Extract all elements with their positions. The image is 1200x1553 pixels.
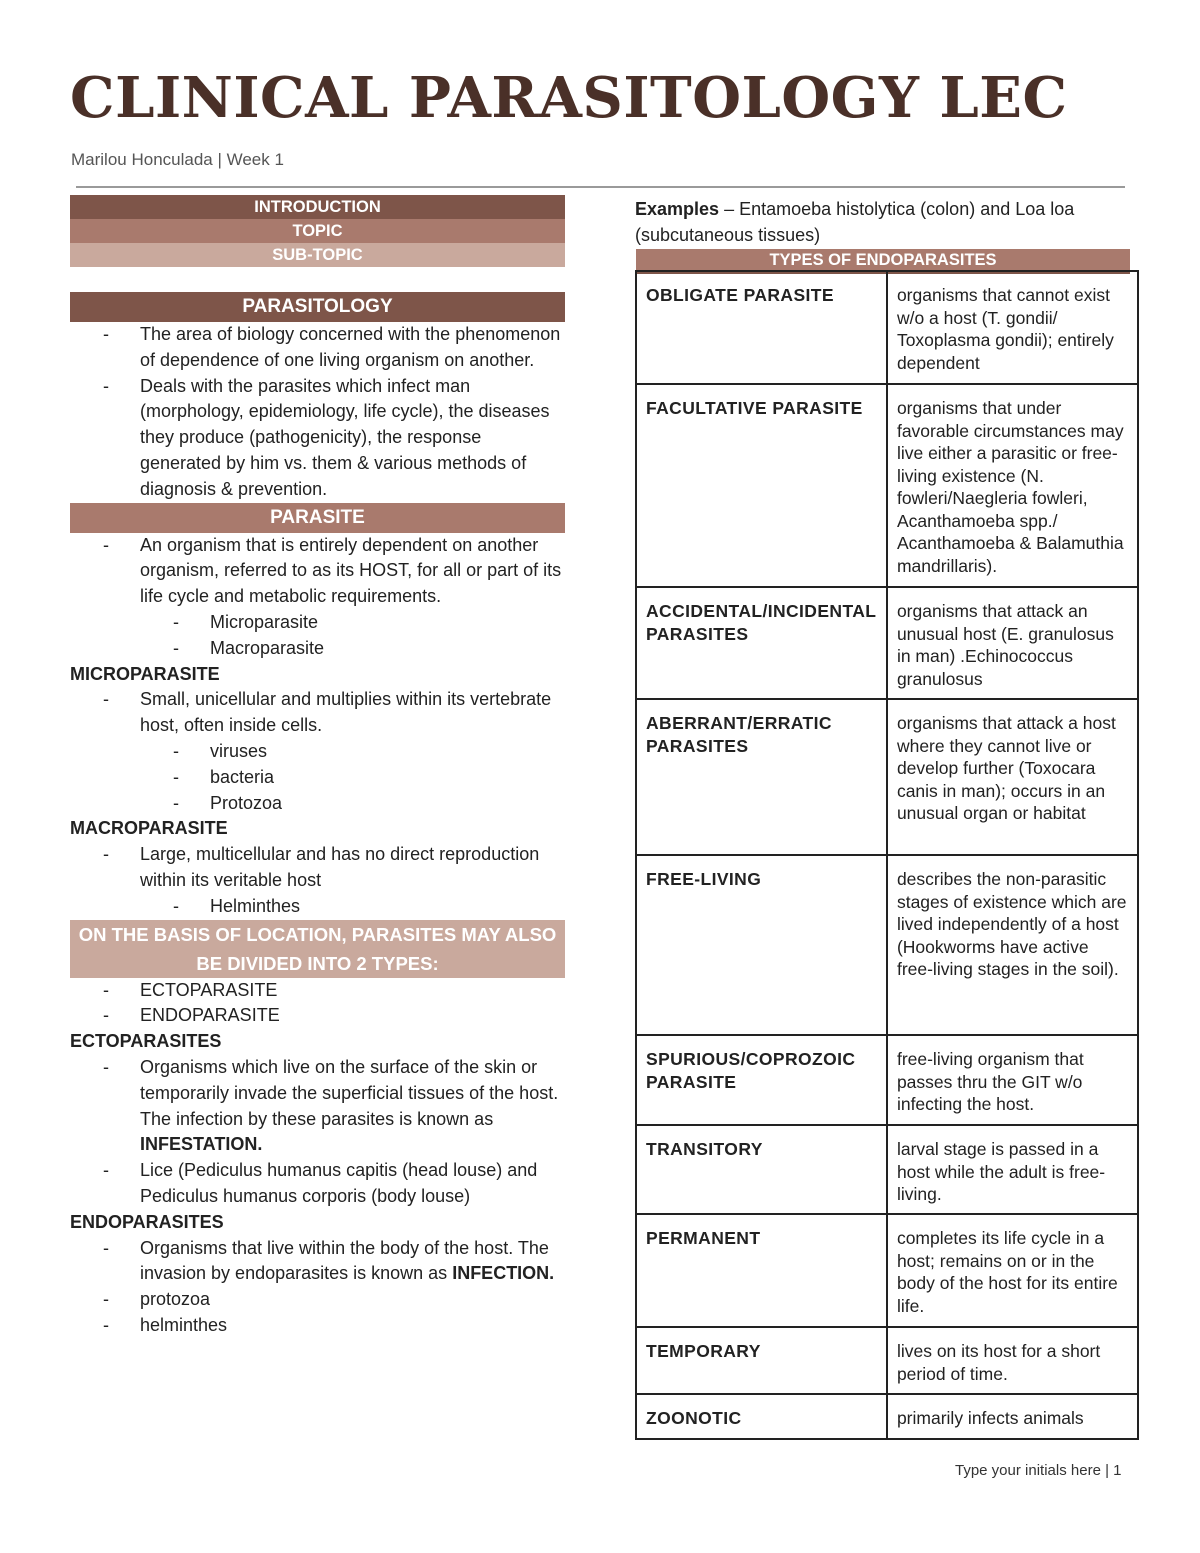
- endoparasite-types-table: [635, 270, 1139, 1440]
- macroparasite-list: [70, 842, 565, 919]
- examples-text: – Entamoeba histolytica (colon) and Loa loa (subcutaneous tissues): [635, 199, 1075, 245]
- table-cell-description: completes its life cycle in a host; remains on or in the body of the host for its entire life.: [887, 1214, 1138, 1327]
- list-item: - An organism that is entirely dependent on another organism, referred to as its HOST, for all or part of its life cycle and metabolic requirements.: [70, 533, 565, 610]
- table-cell-term: FACULTATIVE PARASITE: [636, 384, 887, 587]
- table-cell-description: organisms that attack a host where they cannot live or develop further (Toxocara canis in man); occurs in an unusual organ or habitat: [887, 699, 1138, 855]
- table-row: [636, 1125, 1138, 1214]
- sub-list-item: - bacteria: [70, 765, 565, 791]
- subheading-macroparasite: MACROPARASITE: [70, 818, 228, 839]
- table-cell-term: OBLIGATE PARASITE: [636, 271, 887, 384]
- parasitology-list: [70, 322, 565, 503]
- sub-list-item: - Helminthes: [70, 894, 565, 920]
- table-cell-term: PERMANENT: [636, 1214, 887, 1327]
- header-divider: [76, 186, 1125, 188]
- table-row: [636, 1394, 1138, 1439]
- types-table-heading: TYPES OF ENDOPARASITES: [636, 249, 1130, 274]
- endoparasite-definition: Organisms that live within the body of the host. The invasion by endoparasites is known as: [140, 1237, 549, 1284]
- sub-list-item: - Macroparasite: [70, 636, 565, 662]
- list-item: [70, 1055, 565, 1158]
- table-cell-description: lives on its host for a short period of time.: [887, 1327, 1138, 1394]
- table-cell-term: TRANSITORY: [636, 1125, 887, 1214]
- section-heading-location: ON THE BASIS OF LOCATION, PARASITES MAY ALSO BE DIVIDED INTO 2 TYPES:: [70, 920, 565, 978]
- table-row: [636, 1214, 1138, 1327]
- ectoparasites-list: [70, 1055, 565, 1210]
- section-heading-parasitology: PARASITOLOGY: [70, 292, 565, 322]
- list-item: - Deals with the parasites which infect man (morphology, epidemiology, life cycle), the diseases they produce (pathogenicity), the response generated by him vs. them & various methods of diagnosis & prevention.: [70, 374, 565, 503]
- endoparasites-list: [70, 1236, 565, 1339]
- table-row: [636, 271, 1138, 384]
- list-item: - ECTOPARASITE: [70, 978, 565, 1004]
- table-row: [636, 384, 1138, 587]
- table-cell-term: FREE-LIVING: [636, 855, 887, 1035]
- legend-topic: TOPIC: [70, 219, 565, 243]
- list-item: [70, 1236, 565, 1288]
- table-cell-description: organisms that cannot exist w/o a host (T. gondii/ Toxoplasma gondii); entirely dependent: [887, 271, 1138, 384]
- table-row: [636, 1035, 1138, 1125]
- legend-sub-topic: SUB-TOPIC: [70, 243, 565, 267]
- subheading-microparasite: MICROPARASITE: [70, 663, 220, 684]
- page-footer: Type your initials here | 1: [955, 1462, 1122, 1479]
- table-cell-description: organisms that under favorable circumstances may live either a parasitic or free-living existence (N. fowleri/Naegleria fowleri, Acanthamoeba spp./ Acanthamoeba & Balamuthia mandrillaris).: [887, 384, 1138, 587]
- author-week-line: Marilou Honculada | Week 1: [71, 150, 284, 169]
- infestation-term: INFESTATION.: [140, 1134, 263, 1155]
- sub-list-item: - viruses: [70, 739, 565, 765]
- table-row: [636, 1327, 1138, 1394]
- sub-list-item: - Protozoa: [70, 791, 565, 817]
- table-cell-term: ABERRANT/ERRATIC PARASITES: [636, 699, 887, 855]
- table-cell-term: ZOONOTIC: [636, 1394, 887, 1439]
- microparasite-list: [70, 687, 565, 816]
- list-item: - helminthes: [70, 1313, 565, 1339]
- location-list: [70, 978, 565, 1030]
- examples-label: Examples: [635, 199, 720, 219]
- section-heading-parasite: PARASITE: [70, 503, 565, 533]
- table-cell-description: describes the non-parasitic stages of existence which are lived independently of a host (Hookworms have active free-living stages in the soil).: [887, 855, 1138, 1035]
- table-cell-term: ACCIDENTAL/INCIDENTAL PARASITES: [636, 587, 887, 699]
- list-item: - Lice (Pediculus humanus capitis (head louse) and Pediculus humanus corporis (body louse): [70, 1158, 565, 1210]
- parasite-list: [70, 533, 565, 662]
- heading-legend: [70, 195, 565, 267]
- sub-list-item: - Microparasite: [70, 610, 565, 636]
- left-column: [70, 195, 565, 1339]
- infection-term: INFECTION.: [452, 1263, 555, 1284]
- table-cell-description: free-living organism that passes thru the GIT w/o infecting the host.: [887, 1035, 1138, 1125]
- list-item: - The area of biology concerned with the phenomenon of dependence of one living organism on another.: [70, 322, 565, 374]
- list-item: - ENDOPARASITE: [70, 1003, 565, 1029]
- document-title: CLINICAL PARASITOLOGY LEC: [70, 65, 1068, 131]
- examples-paragraph: [635, 196, 1135, 248]
- list-item: - Small, unicellular and multiplies within its vertebrate host, often inside cells.: [70, 687, 565, 739]
- table-row: [636, 587, 1138, 699]
- subheading-ectoparasites: ECTOPARASITES: [70, 1031, 222, 1052]
- legend-introduction: INTRODUCTION: [70, 195, 565, 219]
- table-row: [636, 855, 1138, 1035]
- list-item: - protozoa: [70, 1287, 565, 1313]
- table-cell-description: organisms that attack an unusual host (E. granulosus in man) .Echinococcus granulosus: [887, 587, 1138, 699]
- table-cell-description: larval stage is passed in a host while the adult is free-living.: [887, 1125, 1138, 1214]
- list-item: - Large, multicellular and has no direct reproduction within its veritable host: [70, 842, 565, 894]
- subheading-endoparasites: ENDOPARASITES: [70, 1211, 224, 1232]
- table-cell-description: primarily infects animals: [887, 1394, 1138, 1439]
- table-cell-term: SPURIOUS/COPROZOIC PARASITE: [636, 1035, 887, 1125]
- table-cell-term: TEMPORARY: [636, 1327, 887, 1394]
- table-row: [636, 699, 1138, 855]
- ectoparasite-definition: Organisms which live on the surface of the skin or temporarily invade the superficial tissues of the host. The infection by these parasites is known as: [140, 1056, 559, 1129]
